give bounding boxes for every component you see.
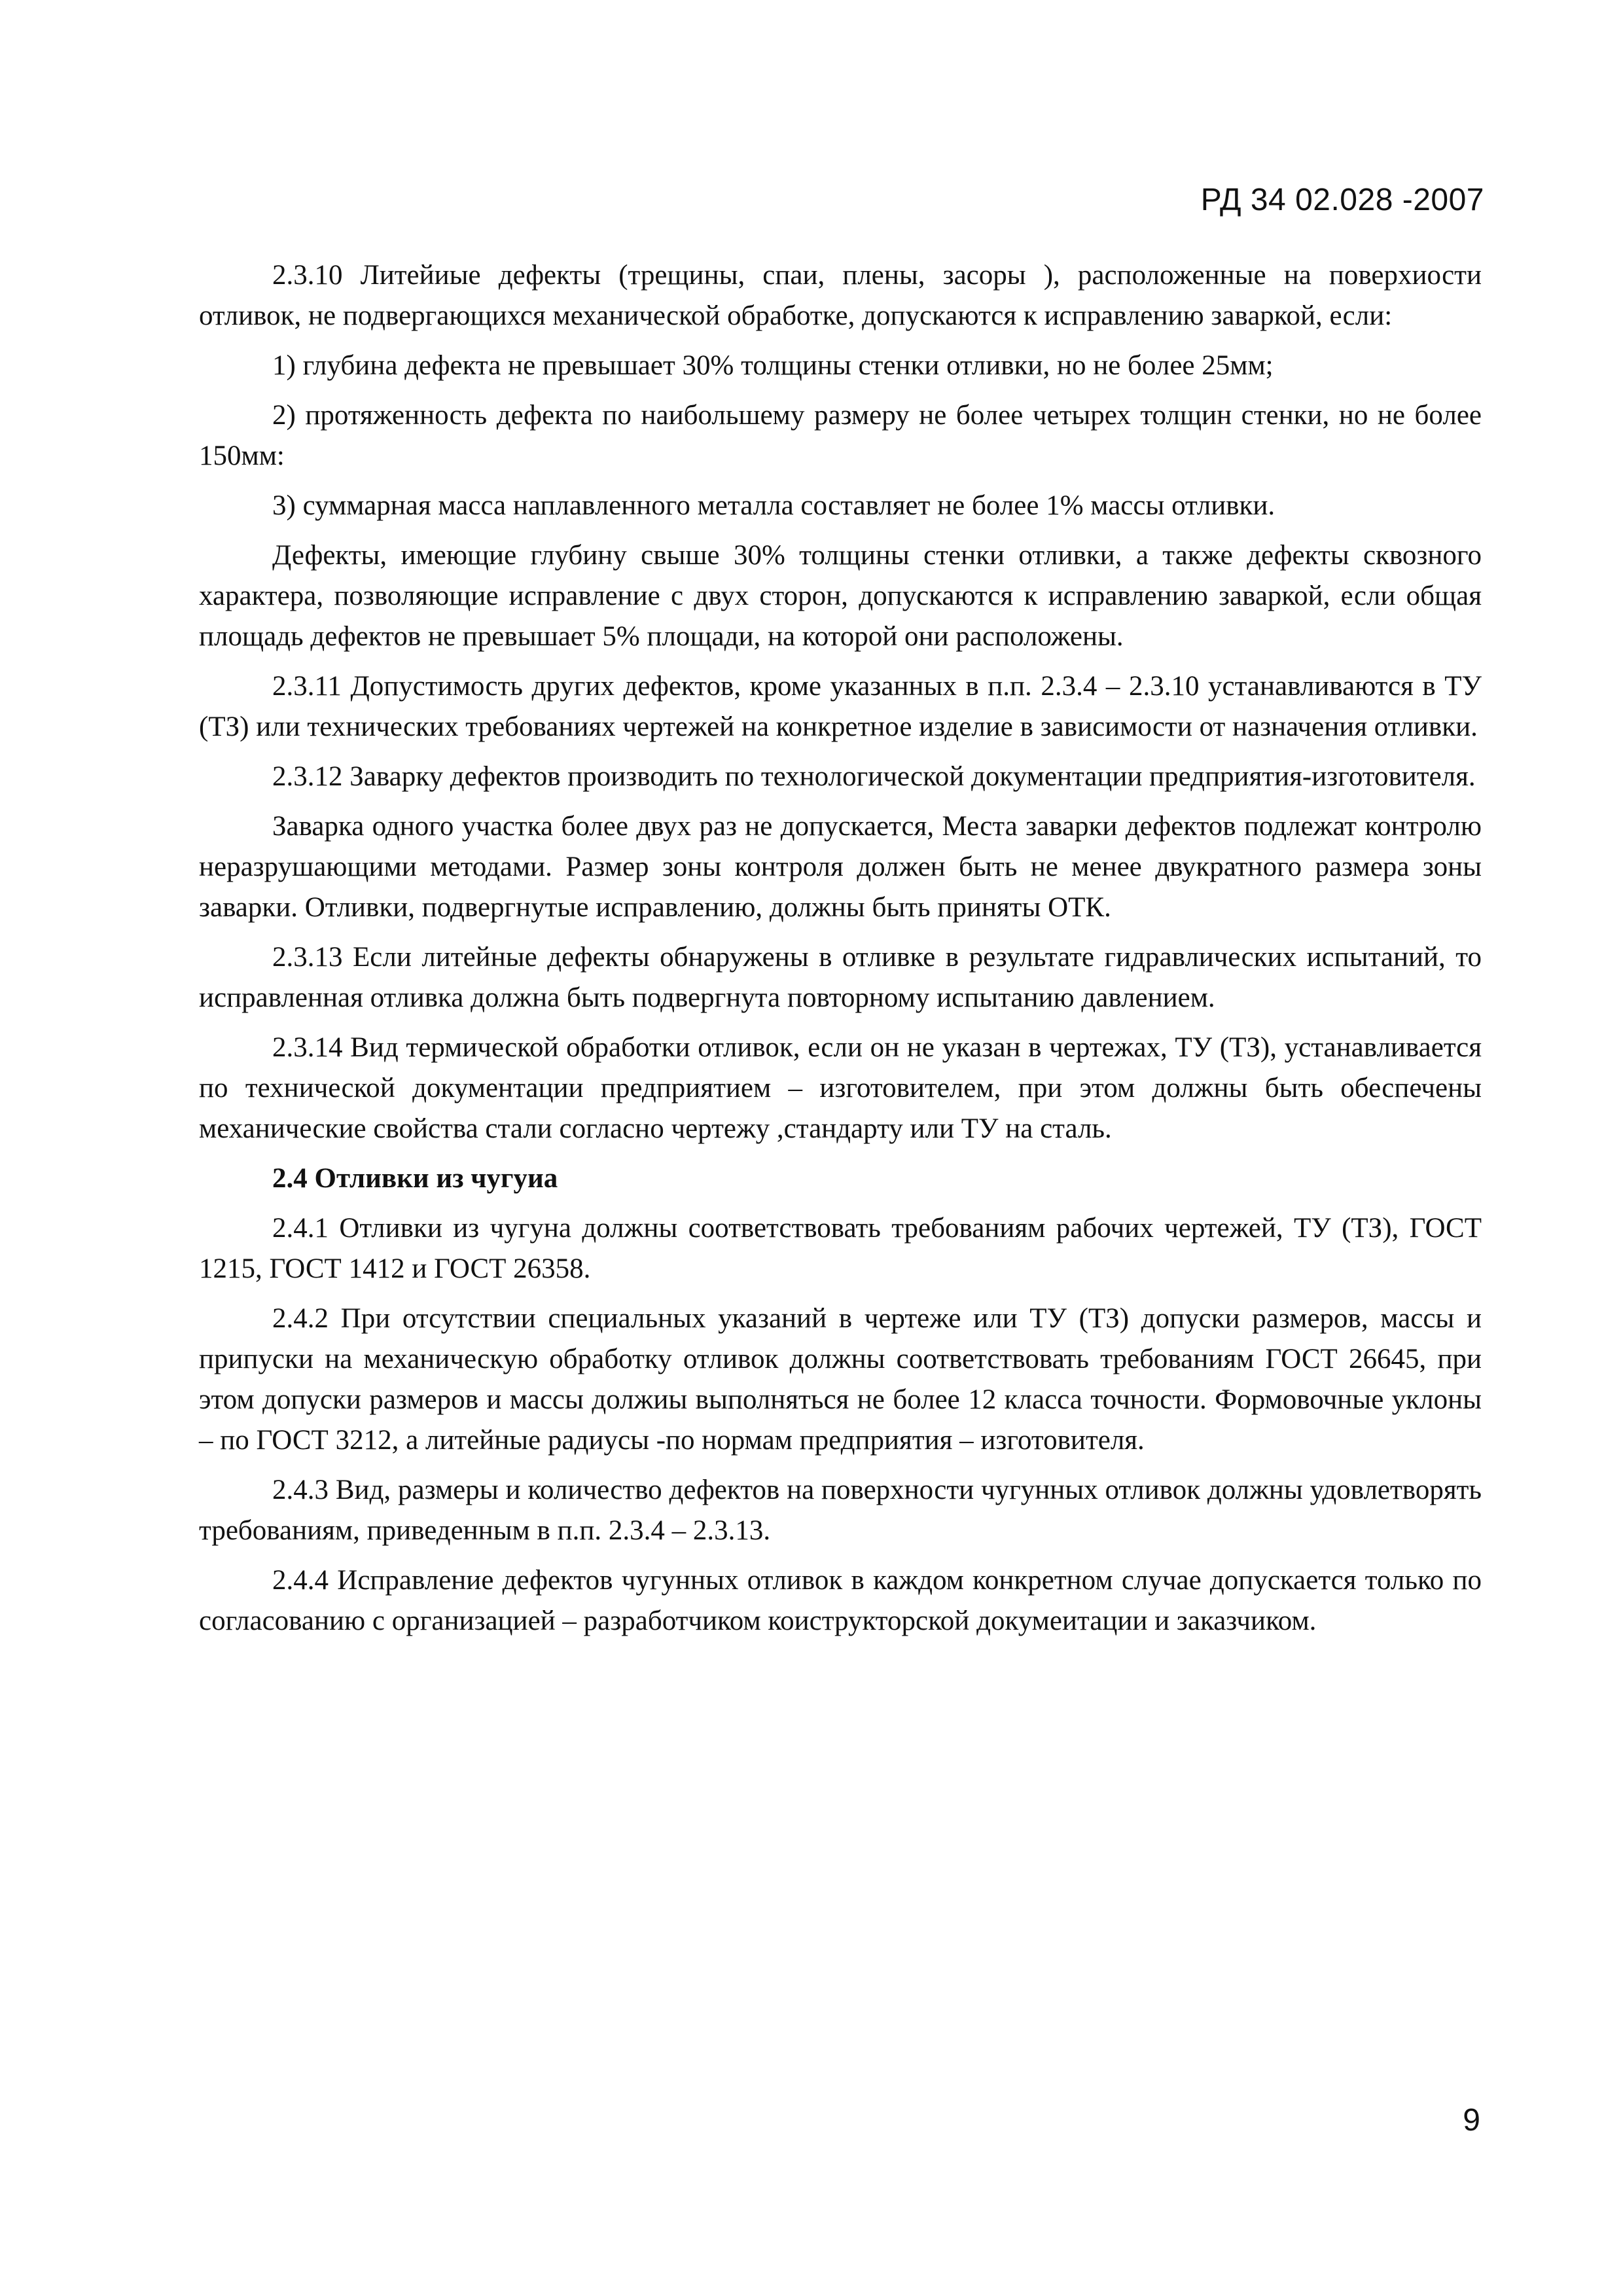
list-item-1: 1) глубина дефекта не превышает 30% толщины стенки отливки, но не более 25мм; [272,350,1274,381]
paragraph-2-4-3: 2.4.3 Вид, размеры и количество дефектов на поверхности чугунных отливок должны удовлетворять требованиям, приведенным в п.п. 2.3.4 – 2.3.13. [199,1475,1482,1546]
section-heading-2-4: 2.4 Отливки из чугуиа [272,1163,558,1194]
paragraph-2-4-4: 2.4.4 Исправление дефектов чугунных отливок в каждом конкретном случае допускается только по согласованию с организацией – разработчиком коиструкторской докумеитации и заказчиком. [199,1565,1482,1636]
page-number: 9 [1463,2103,1480,2138]
paragraph-defects-depth: Дефекты, имеющие глубину свыше 30% толщины стенки отливки, а также дефекты сквозного характера, позволяющие исправление с двух сторон, допускаются к исправлению заваркой, если общая площадь дефектов не превышает 5% площади, на которой они расположены. [199,540,1482,652]
paragraph-2-3-13: 2.3.13 Если литейные дефекты обнаружены в отливке в результате гидравлических испытаний, то исправленная отливка должна быть подвергнута повторному испытанию давлением. [199,942,1482,1013]
list-item-3: 3) суммарная масса наплавленного металла составляет не более 1% массы отливки. [272,490,1275,521]
document-body [199,255,1482,1651]
paragraph-2-4-1: 2.4.1 Отливки из чугуна должны соответствовать требованиям рабочих чертежей, ТУ (ТЗ), ГОСТ 1215, ГОСТ 1412 и ГОСТ 26358. [199,1213,1482,1284]
paragraph-2-3-10: 2.3.10 Литейиые дефекты (трещины, спаи, плены, засоры ), расположенные на поверхиости отливок, не подвергающихся механической обработке, допускаются к исправлению заваркой, если: [199,260,1482,331]
paragraph-welding-repeat: Заварка одного участка более двух раз не допускается, Места заварки дефектов подлежат контролю неразрушающими методами. Размер зоны контроля должен быть не менее двукратного размера зоны заварки. Отливки, подвергнутые исправлению, должны быть приняты ОТК. [199,811,1482,923]
paragraph-2-3-11: 2.3.11 Допустимость других дефектов, кроме указанных в п.п. 2.3.4 – 2.3.10 устанавливаются в ТУ (ТЗ) или технических требованиях чертежей на конкретное изделие в зависимости от назначения отливки. [199,671,1482,742]
list-item-2: 2) протяженность дефекта по наибольшему размеру не более четырех толщин стенки, но не более 150мм: [199,400,1482,471]
paragraph-2-3-12: 2.3.12 Заварку дефектов производить по технологической документации предприятия-изготовителя. [272,761,1476,792]
document-code: РД 34 02.028 -2007 [1200,183,1484,217]
paragraph-2-3-14: 2.3.14 Вид термической обработки отливок, если он не указан в чертежах, ТУ (ТЗ), устанавливается по технической документации предприятием – изготовителем, при этом должны быть обеспечены механические свойства стали согласно чертежу ,стандарту или ТУ на сталь. [199,1032,1482,1144]
paragraph-2-4-2: 2.4.2 При отсутствии специальных указаний в чертеже или ТУ (ТЗ) допуски размеров, массы и припуски на механическую обработку отливок должны соответствовать требованиям ГОСТ 26645, при этом допуски размеров и массы должиы выполняться не более 12 класса точности. Формовочные уклоны – по ГОСТ 3212, а литейные радиусы -по нормам предприятия – изготовителя. [199,1303,1482,1456]
